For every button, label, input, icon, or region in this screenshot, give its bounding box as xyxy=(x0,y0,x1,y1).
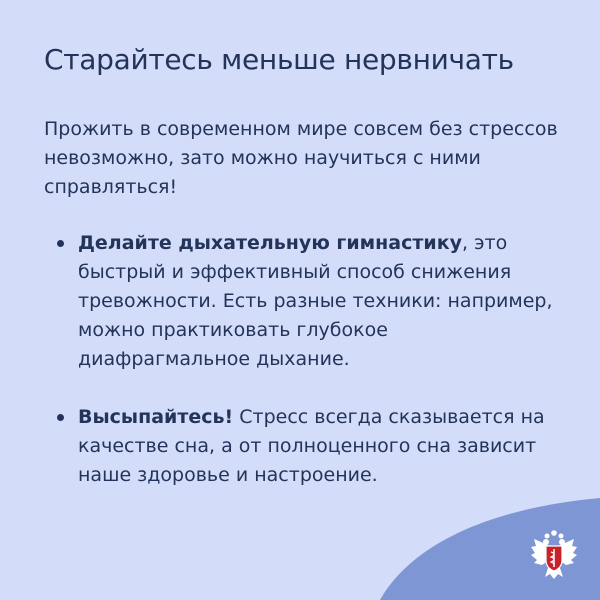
tip-text: Стресс всегда сказывается на качестве сна, а от полноценного сна зависит наше здоровье и настроение. xyxy=(78,406,545,486)
intro-text: Прожить в современном мире совсем без стрессов невозможно, зато можно научиться с ними справляться! xyxy=(44,118,558,198)
tip-title: Высыпайтесь! xyxy=(78,406,234,428)
bullet-dot-icon xyxy=(57,240,64,247)
list-item xyxy=(44,229,564,374)
tip-text: , это быстрый и эффективный способ снижения тревожности. Есть разные техники: например, можно практиковать глубокое диафрагмальное дыхание. xyxy=(78,232,553,370)
tip-title: Делайте дыхательную гимнастику xyxy=(78,232,462,254)
page-title: Старайтесь меньше нервничать xyxy=(44,43,514,76)
tips-list xyxy=(44,229,564,490)
double-headed-eagle-emblem-icon xyxy=(528,530,580,582)
list-item xyxy=(44,403,564,490)
bullet-dot-icon xyxy=(57,414,64,421)
